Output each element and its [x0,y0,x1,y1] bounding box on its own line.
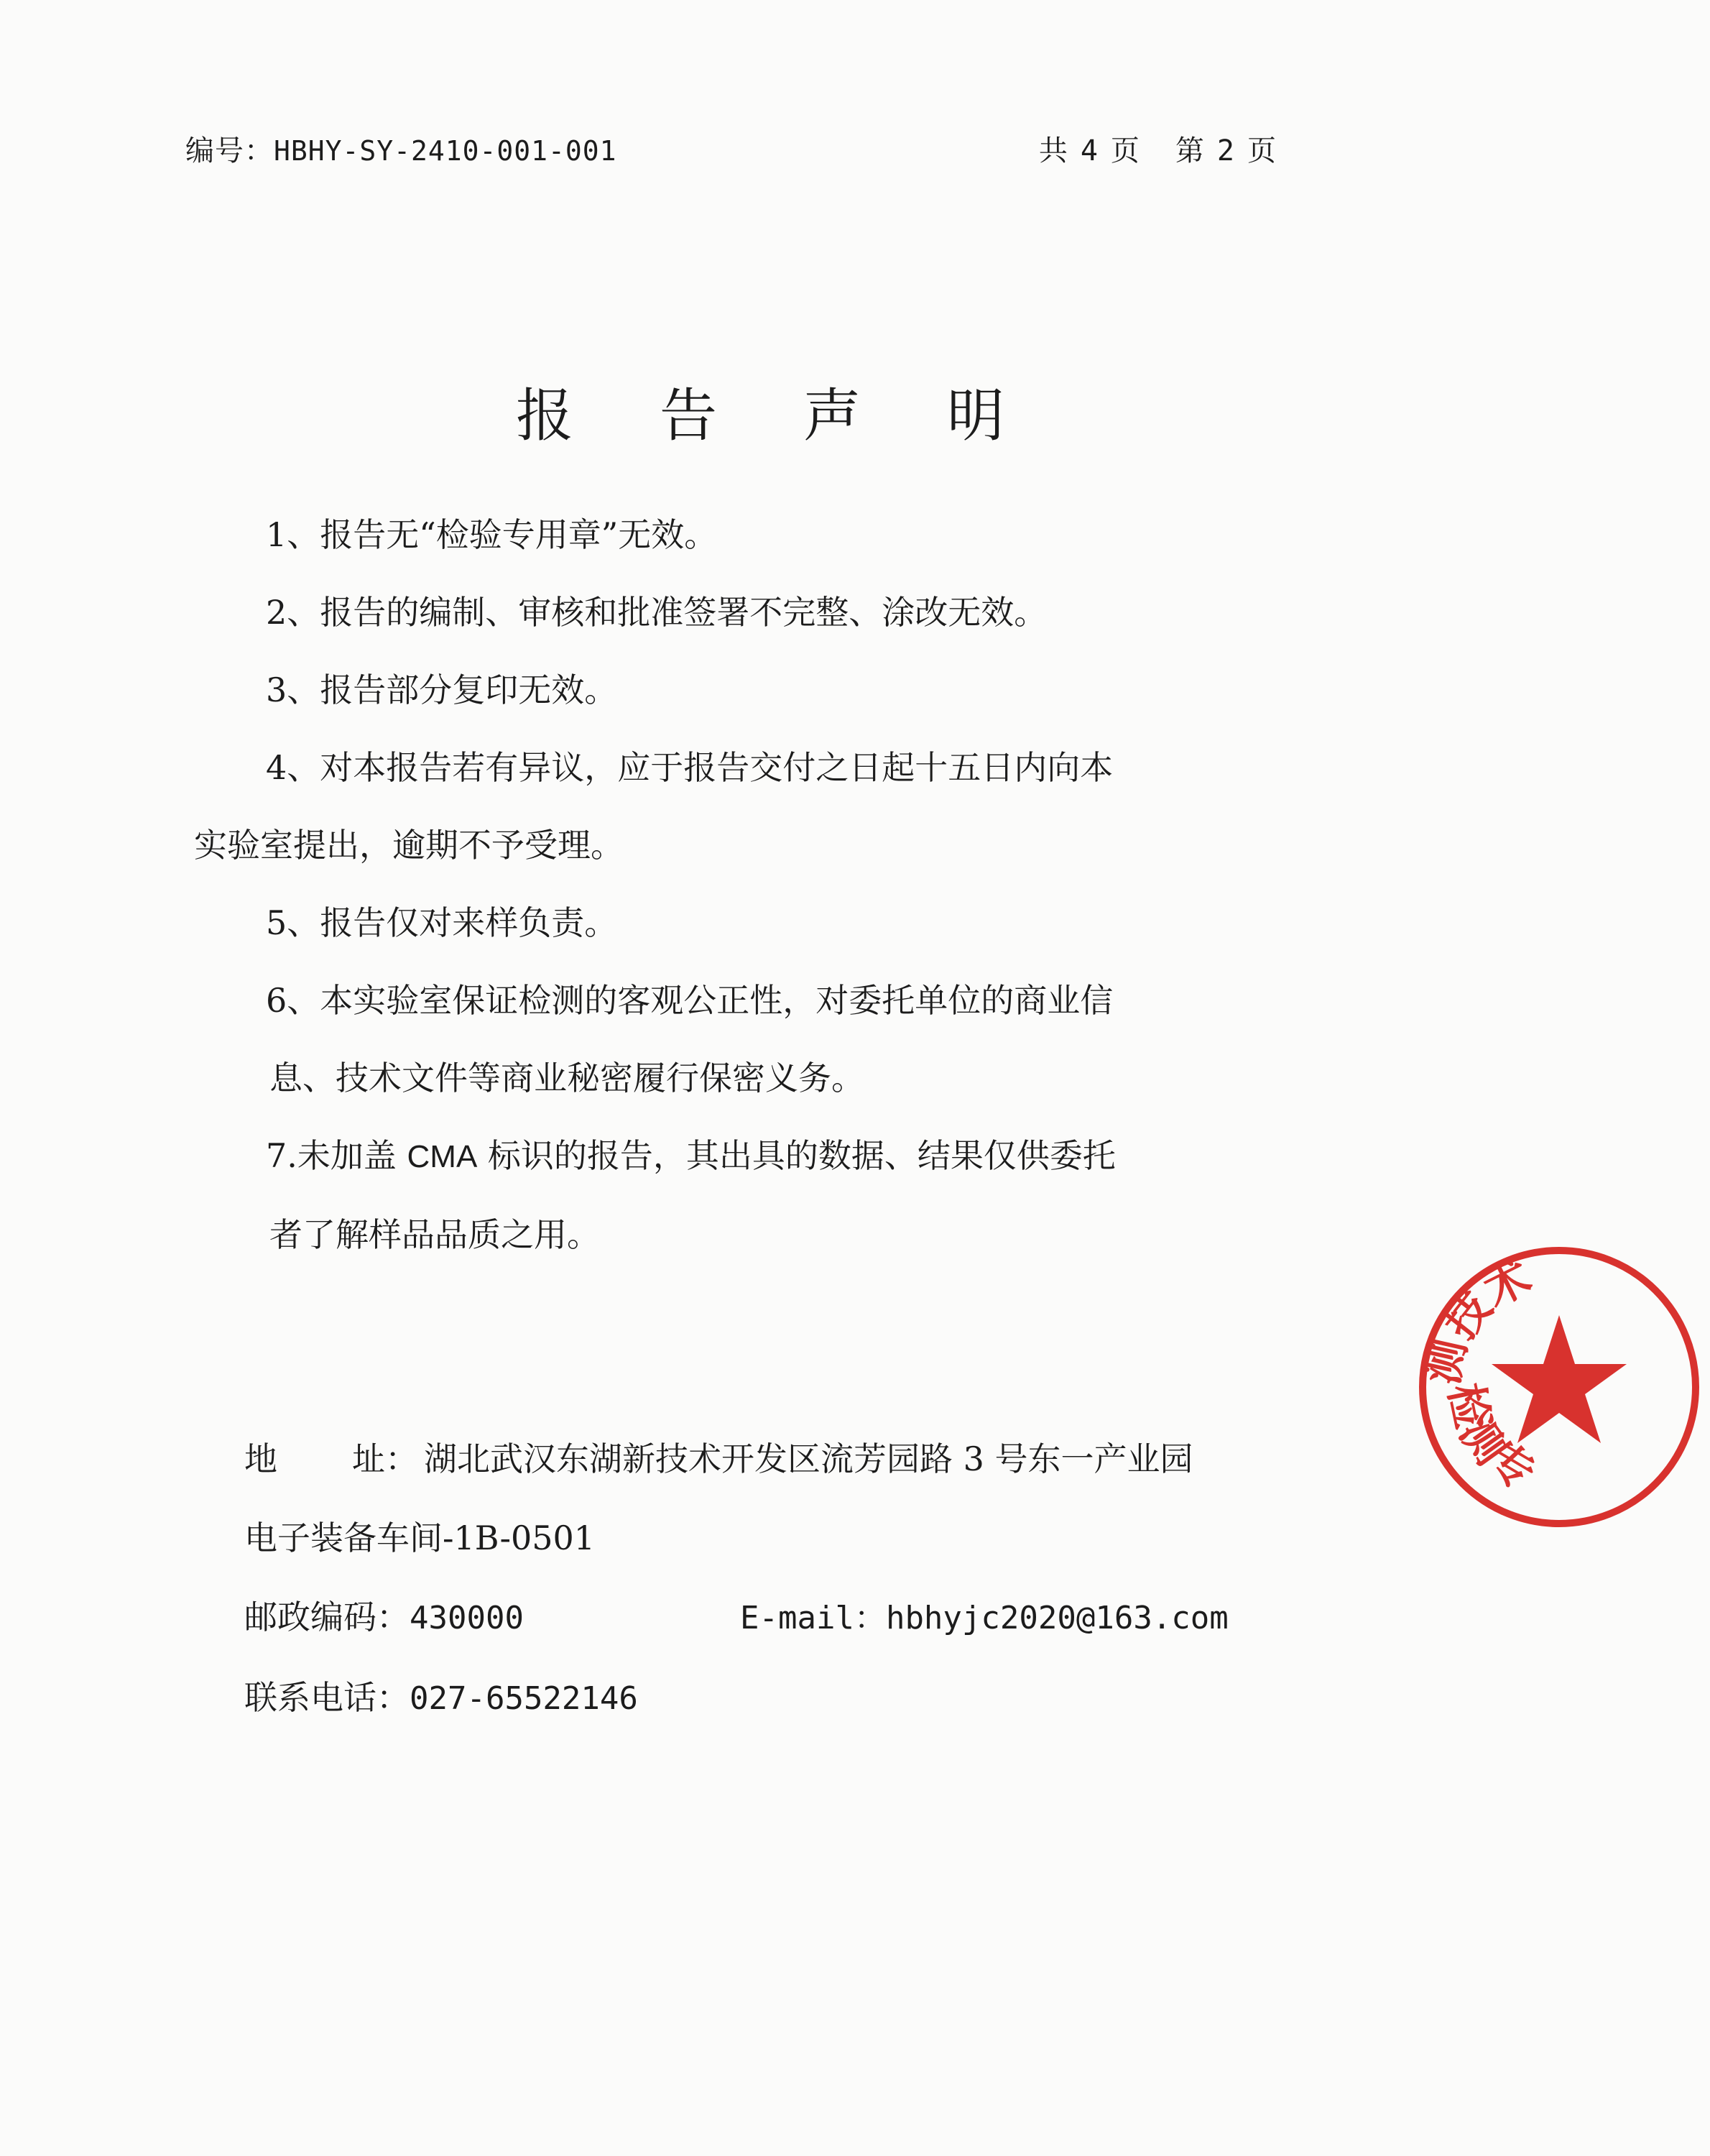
current-page-word: 页 [1247,134,1276,167]
statement-6-line-1: 6、本实验室保证检测的客观公正性，对委托单位的商业信 [266,981,1114,1020]
cma-mark: CMA [407,1139,478,1174]
total-page-word: 页 [1110,134,1140,167]
statement-7-rest: 标识的报告，其出具的数据、结果仅供委托 [487,1136,1116,1175]
total-pages: 4 [1080,134,1098,167]
address-row [244,1419,1286,1498]
address-label: 地 址： [244,1439,418,1478]
statement-4-line-1: 4、对本报告若有异议，应于报告交付之日起十五日内向本 [266,748,1114,787]
seal-text-top: 测技术 [1415,1249,1539,1389]
postcode-value: 430000 [410,1600,524,1636]
statement-3: 3、报告部分复印无效。 [266,671,618,709]
statement-7-line-2: 者了解样品品质之用。 [269,1215,600,1254]
report-code [185,128,617,169]
address-line-2: 电子装备车间-1B-0501 [244,1519,596,1557]
seal-graphic [1408,1236,1710,1538]
statement-2: 2、报告的编制、审核和批准签署不完整、涂改无效。 [266,593,1048,632]
postcode-email-row [244,1577,1286,1658]
address-line-1: 湖北武汉东湖新技术开发区流芳园路 3 号东一产业园 [424,1439,1193,1478]
report-code-value: HBHY-SY-2410-001-001 [274,135,617,167]
phone-value: 027-65522146 [410,1680,638,1717]
postcode-label: 邮政编码： [244,1598,410,1636]
report-code-label: 编号： [185,134,274,167]
title-char: 声 [803,382,861,449]
phone-label: 联系电话： [244,1678,410,1717]
email [740,1577,1229,1658]
contact-info [244,1419,1286,1738]
page-counter [1039,128,1276,169]
statement-list [194,496,1207,1273]
statement-7-prefix: 7.未加盖 [266,1136,397,1175]
statement-5: 5、报告仅对来样负责。 [266,903,618,942]
email-label: E-mail： [740,1600,886,1636]
page-title [0,369,1520,452]
total-prefix: 共 [1038,134,1068,167]
phone-row [244,1658,1286,1738]
title-char: 报 [516,382,573,449]
statement-4-line-2: 实验室提出，逾期不予受理。 [194,826,624,865]
seal-star [1492,1315,1627,1443]
statement-7-line-1 [194,1117,1207,1196]
statement-6-line-2: 息、技术文件等商业秘密履行保密义务。 [269,1059,864,1097]
title-char: 告 [660,382,717,449]
seal-text-bottom: 检测专 [1438,1378,1545,1501]
title-char: 明 [947,382,1004,449]
email-value: hbhyjc2020@163.com [885,1600,1229,1636]
current-page: 2 [1216,134,1234,167]
current-prefix: 第 [1175,134,1204,167]
statement-1: 1、报告无“检验专用章”无效。 [266,515,718,554]
inspection-seal [1408,1236,1545,1538]
